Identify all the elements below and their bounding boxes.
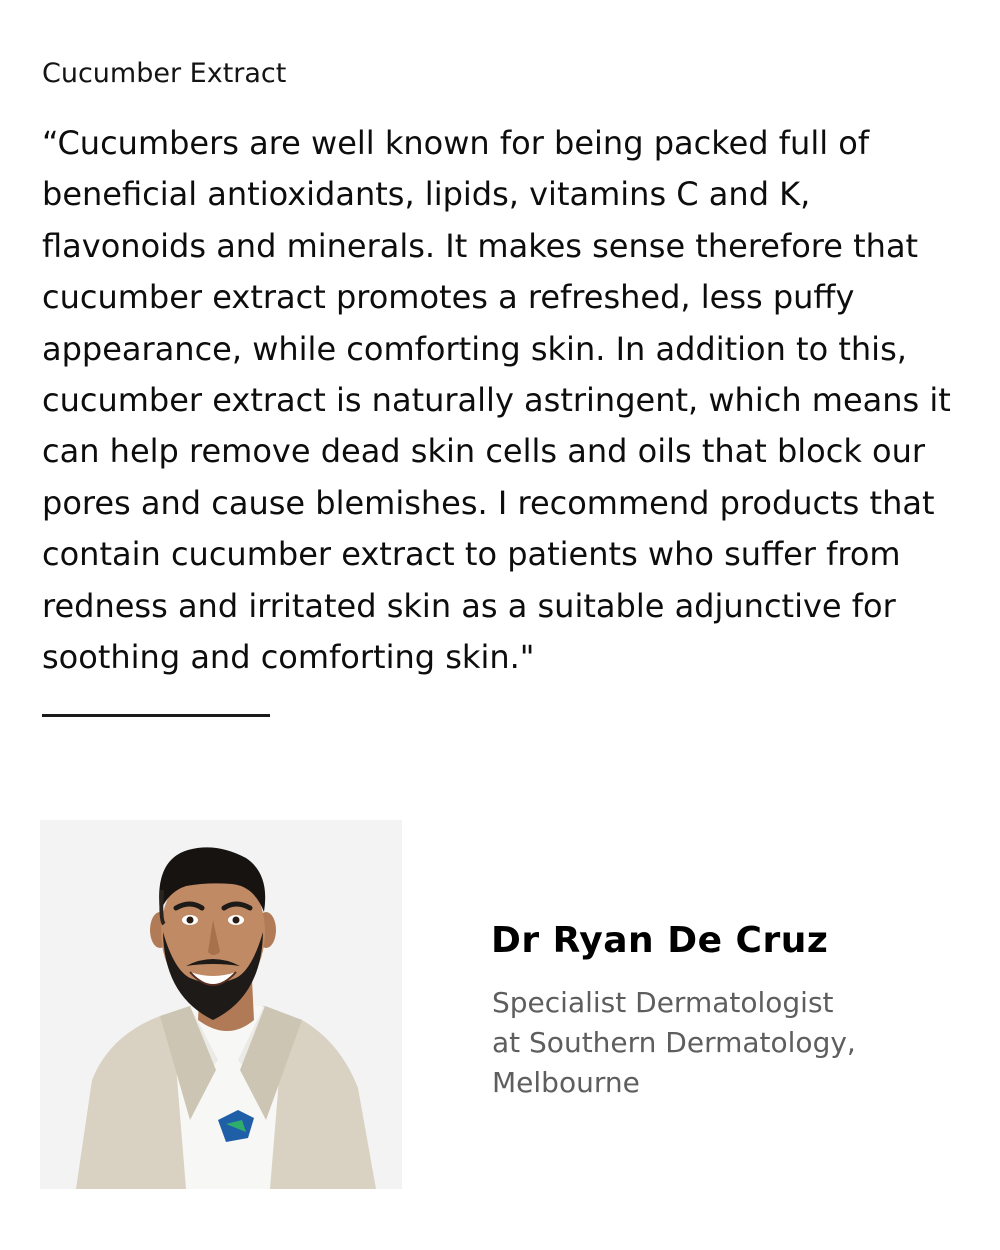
divider xyxy=(42,714,270,717)
author-title xyxy=(492,983,856,1103)
quote-line: pores and cause blemishes. I recommend products that xyxy=(42,483,935,522)
author-name: Dr Ryan De Cruz xyxy=(491,920,829,961)
quote-line: flavonoids and minerals. It makes sense therefore that xyxy=(42,226,919,265)
quote-line: “Cucumbers are well known for being packed full of xyxy=(42,124,870,162)
author-title-line: at Southern Dermatology, xyxy=(492,1026,856,1059)
author-title-line: Melbourne xyxy=(492,1066,640,1099)
author-title-line: Specialist Dermatologist xyxy=(492,986,834,1019)
testimonial-quote xyxy=(42,118,951,683)
quote-line: cucumber extract promotes a refreshed, less puffy xyxy=(42,278,855,317)
quote-line: contain cucumber extract to patients who suffer from xyxy=(42,535,901,574)
quote-line: appearance, while comforting skin. In addition to this, xyxy=(42,329,907,368)
author-portrait-illustration xyxy=(40,820,402,1189)
quote-line: can help remove dead skin cells and oils that block our xyxy=(42,432,926,471)
quote-line: redness and irritated skin as a suitable adjunctive for xyxy=(42,586,896,625)
ingredient-label: Cucumber Extract xyxy=(42,58,287,89)
quote-line: beneficial antioxidants, lipids, vitamins C and K, xyxy=(42,175,811,214)
quote-line: soothing and comforting skin." xyxy=(42,638,535,677)
quote-line: cucumber extract is naturally astringent, which means it xyxy=(42,381,951,420)
author-portrait xyxy=(40,820,402,1189)
